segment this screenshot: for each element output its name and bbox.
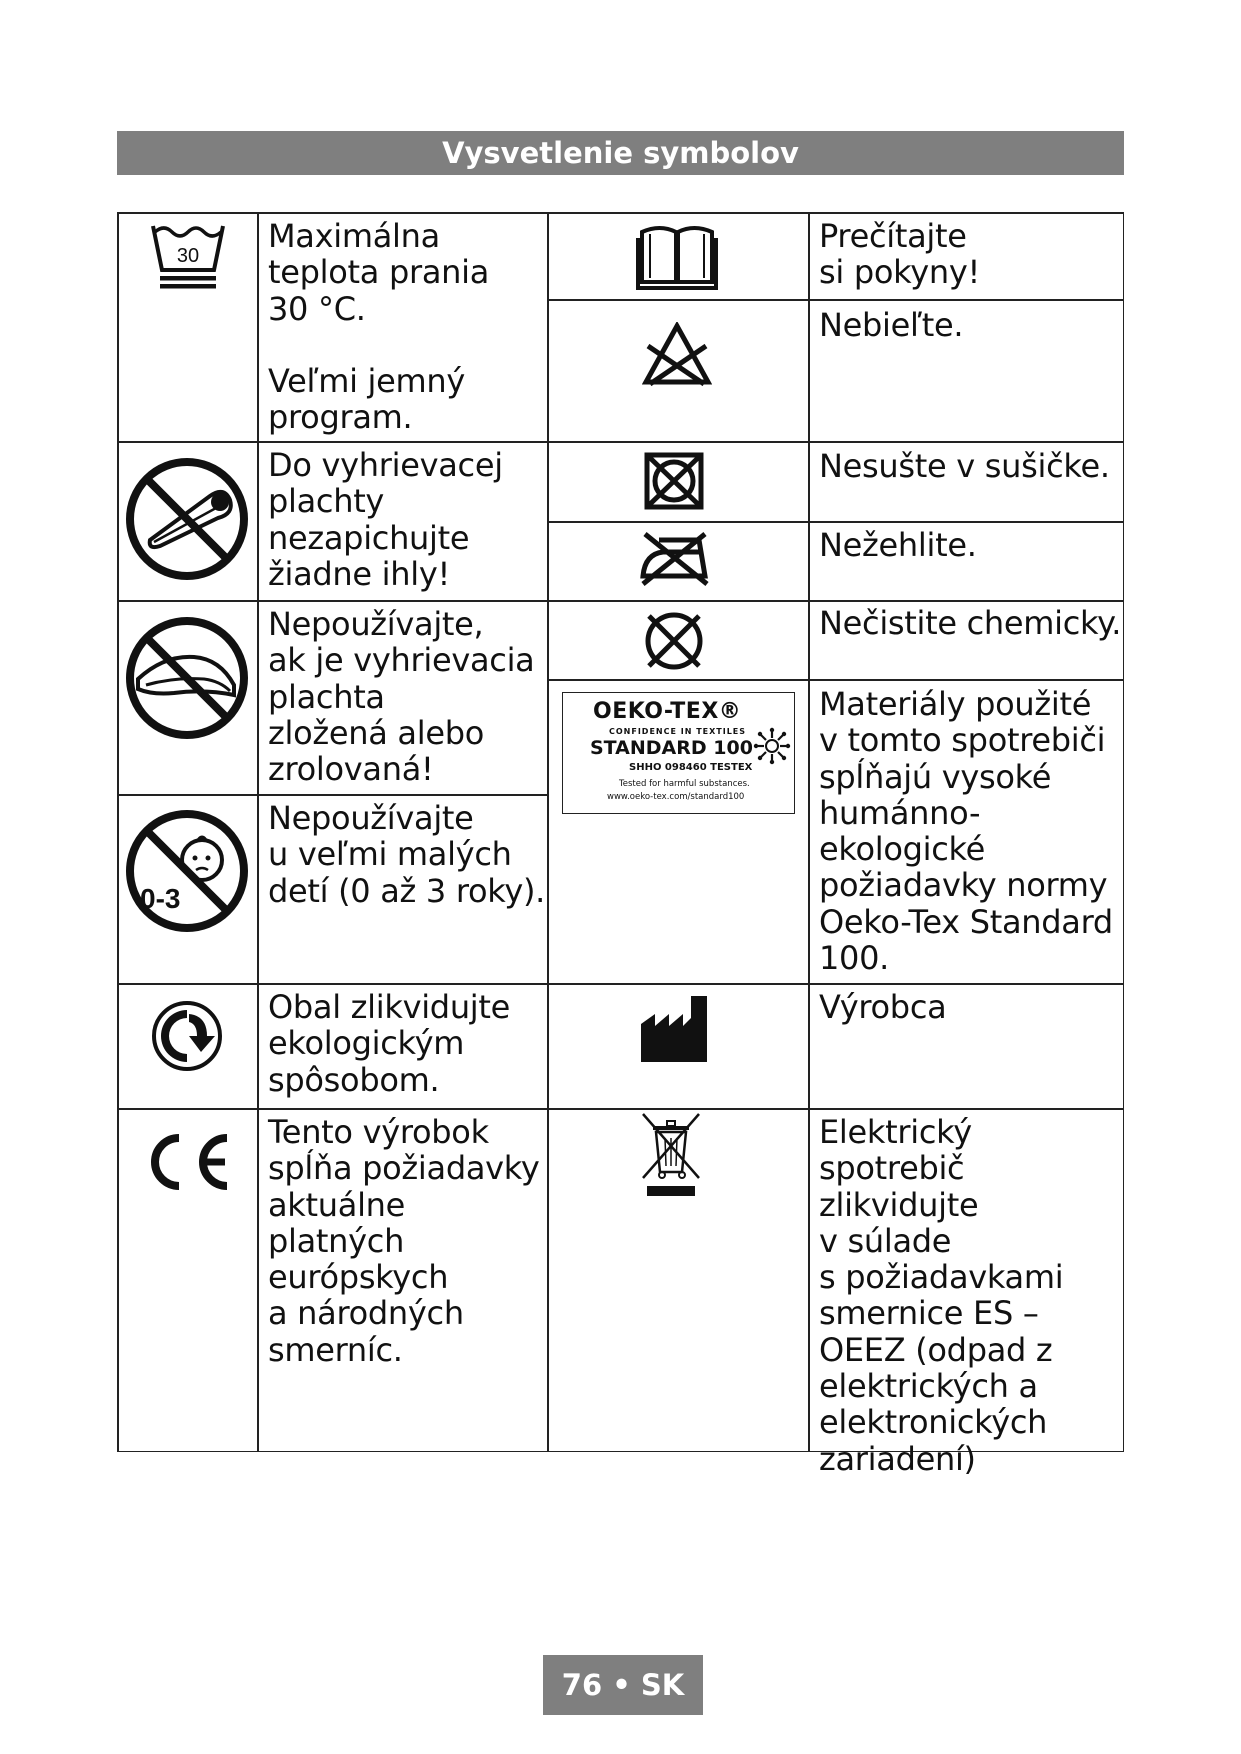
row-divider [547, 521, 1124, 523]
manufacturer-icon [639, 994, 709, 1064]
row-divider [117, 1108, 1124, 1110]
table-border-top [117, 212, 1124, 214]
wash-number: 30 [176, 245, 200, 267]
wash-30-icon [150, 220, 226, 292]
page-number: 76 • SK [543, 1655, 703, 1715]
no-dry-clean-icon [641, 608, 707, 674]
column-divider [547, 212, 549, 1452]
green-dot-icon [149, 998, 225, 1074]
age-label: 0-3 [140, 883, 181, 914]
row-divider [547, 600, 1124, 602]
no-iron-icon [639, 530, 711, 586]
no-bleach-icon [642, 322, 712, 388]
section-title: Vysvetlenie symbolov [117, 131, 1124, 175]
row-divider [547, 679, 1124, 681]
read-instructions-icon [636, 220, 718, 292]
no-tumble-dry-icon [643, 451, 705, 511]
oeko-tex-logo [562, 692, 795, 814]
iron-text: Nežehlite. [819, 526, 977, 564]
packaging-text: Obal zlikvidujte ekologickým spôsobom. [268, 988, 511, 1099]
row-divider [547, 299, 1124, 301]
oeko-tex-logo-subtitle: CONFIDENCE IN TEXTILES [609, 727, 747, 736]
ce-text: Tento výrobok spĺňa požiadavky aktuálne platných európskych a národných smerníc. [268, 1113, 540, 1369]
row-divider [547, 441, 1124, 443]
children-text: Nepoužívajte u veľmi malých detí (0 až 3 roky). [268, 799, 546, 910]
oeko-tex-flower-icon [753, 727, 791, 765]
manufacturer-text: Výrobca [819, 988, 947, 1026]
wash-text: Maximálna teplota prania 30 °C. Veľmi jemný program. [268, 217, 490, 437]
oeko-tex-logo-tested: Tested for harmful substances. [619, 779, 750, 789]
oeko-tex-logo-code: SHHO 098460 TESTEX [629, 762, 753, 773]
weee-bin-icon [639, 1112, 705, 1198]
row-divider [117, 441, 548, 443]
folded-text: Nepoužívajte, ak je vyhrievacia plachta zložená alebo zrolovaná! [268, 605, 535, 789]
dryer-text: Nesušte v sušičke. [819, 447, 1110, 485]
no-folded-icon [124, 615, 250, 741]
table-border-left [117, 212, 119, 1452]
oeko-tex-logo-standard: STANDARD 100 [590, 737, 753, 759]
column-divider [257, 212, 259, 1452]
dryclean-text: Nečistite chemicky. [819, 604, 1122, 642]
oeko-tex-logo-title: OEKO-TEX® [593, 699, 742, 724]
oeko-tex-logo-url: www.oeko-tex.com/standard100 [607, 792, 745, 802]
row-divider [117, 794, 548, 796]
row-divider [117, 983, 1124, 985]
oekotex-text: Materiály použité v tomto spotrebiči spĺňajú vysoké humánno- ekologické požiadavky normy Oeko-Tex Standard 100. [819, 685, 1113, 978]
weee-text: Elektrický spotrebič zlikvidujte v súlade s požiadavkami smernice ES – OEEZ (odpad z elektrických a elektronických zariadení) [819, 1113, 1064, 1478]
needles-text: Do vyhrievacej plachty nezapichujte žiadne ihly! [268, 446, 503, 593]
read-text: Prečítajte si pokyny! [819, 217, 981, 292]
bleach-text: Nebieľte. [819, 306, 964, 344]
no-children-icon [124, 808, 250, 934]
column-divider [808, 212, 810, 1452]
no-needles-icon [124, 456, 250, 582]
symbols-table [117, 212, 1124, 1478]
row-divider [117, 600, 548, 602]
ce-mark-icon [143, 1132, 231, 1192]
